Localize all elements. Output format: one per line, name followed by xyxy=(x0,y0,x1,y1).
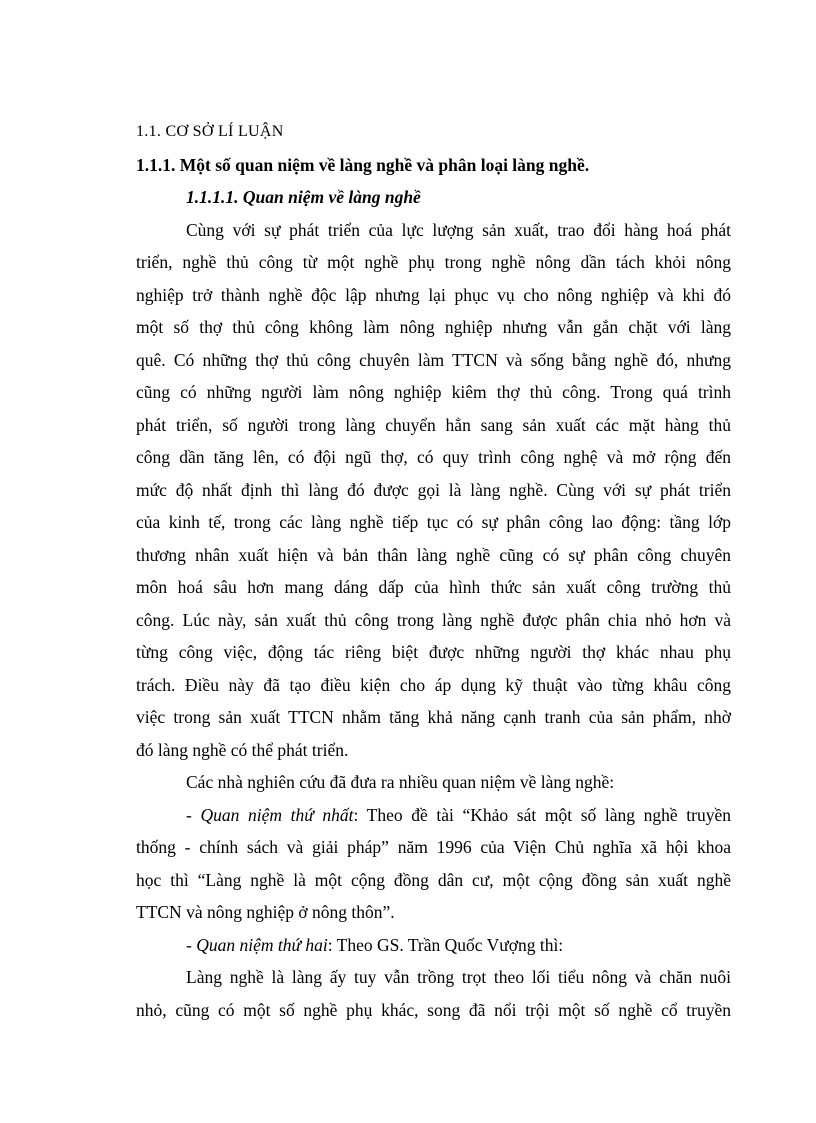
paragraph-line: quê. Có những thợ thủ công chuyên làm TTCN và sống bằng nghề đó, nhưng xyxy=(136,349,731,370)
paragraph-concept-intro xyxy=(136,214,731,767)
paragraph-line: cũng có những người làm nông nghiệp kiêm thợ thủ công. Trong quá trình xyxy=(136,382,731,402)
section-heading-2: 1.1.1. Một số quan niệm về làng nghề và phân loại làng nghề. xyxy=(136,154,590,175)
paragraph-line: công. Lúc này, sản xuất thủ công trong làng nghề được phân chia nhỏ hơn và xyxy=(136,609,731,630)
concept-first xyxy=(136,799,731,929)
concept-second xyxy=(136,929,731,962)
paragraph-line: nghiệp trở thành nghề độc lập nhưng lại phục vụ cho nông nghiệp và khi đó xyxy=(136,284,731,305)
paragraph-line: Cùng với sự phát triển của lực lượng sản xuất, trao đổi hàng hoá phát xyxy=(186,219,731,240)
paragraph-researchers: Các nhà nghiên cứu đã đưa ra nhiều quan niệm về làng nghề: xyxy=(186,772,615,792)
concept-prefix: - xyxy=(186,804,201,825)
paragraph-line: đó làng nghề có thể phát triển. xyxy=(136,739,349,760)
section-heading-1: 1.1. CƠ SỞ LÍ LUẬN xyxy=(136,123,284,140)
concept-second-text: : Theo GS. Trần Quốc Vượng thì: xyxy=(327,934,564,955)
concept-second-label: Quan niệm thứ hai xyxy=(196,934,328,955)
section-heading-3: 1.1.1.1. Quan niệm về làng nghề xyxy=(186,187,421,207)
paragraph-line: mức độ nhất định thì làng đó được gọi là làng nghề. Cùng với sự phát triển xyxy=(136,479,731,500)
paragraph-line: TTCN và nông nghiệp ở nông thôn”. xyxy=(136,902,395,922)
paragraph-line: công dần tăng lên, có đội ngũ thợ, có quy trình công nghệ và mở rộng đến xyxy=(136,447,731,467)
paragraph-line: học thì “Làng nghề là một cộng đồng dân cư, một cộng đồng sản xuất nghề xyxy=(136,869,731,890)
paragraph-definition xyxy=(136,961,731,1026)
paragraph-line: thống - chính sách và giải pháp” năm 1996 của Viện Chủ nghĩa xã hội khoa xyxy=(136,837,731,857)
concept-first-label: Quan niệm thứ nhất xyxy=(200,804,354,825)
concept-first-line xyxy=(136,799,731,832)
paragraph-line: triển, nghề thủ công từ một nghề phụ trong nghề nông dần tách khỏi nông xyxy=(136,252,731,272)
paragraph-line: trách. Điều này đã tạo điều kiện cho áp dụng kỹ thuật vào từng khâu công xyxy=(136,674,731,695)
paragraph-line: việc trong sản xuất TTCN nhằm tăng khả năng cạnh tranh của sản phẩm, nhờ xyxy=(136,707,731,727)
paragraph-line: nhỏ, cũng có một số nghề phụ khác, song đã nổi trội một số nghề cổ truyền xyxy=(136,999,731,1020)
document-page xyxy=(136,116,731,1026)
paragraph-line: thương nhân xuất hiện và bản thân làng nghề cũng có sự phân công chuyên xyxy=(136,544,731,565)
paragraph-line: một số thợ thủ công không làm nông nghiệp nhưng vẫn gắn chặt với làng xyxy=(136,317,731,337)
paragraph-line: Làng nghề là làng ấy tuy vẫn trồng trọt theo lối tiểu nông và chăn nuôi xyxy=(186,967,731,987)
concept-first-text: : Theo đề tài “Khảo sát một số làng nghề truyền xyxy=(353,804,731,825)
paragraph-line: từng công việc, động tác riêng biệt được những người thợ khác nhau phụ xyxy=(136,642,731,662)
paragraph-line: của kinh tế, trong các làng nghề tiếp tục có sự phân công lao động: tầng lớp xyxy=(136,512,731,532)
concept-prefix: - xyxy=(186,934,197,955)
paragraph-line: phát triển, số người trong làng chuyển hẳn sang sản xuất các mặt hàng thủ xyxy=(136,414,731,435)
paragraph-line: môn hoá sâu hơn mang dáng dấp của hình thức sản xuất công trường thủ xyxy=(136,577,731,597)
